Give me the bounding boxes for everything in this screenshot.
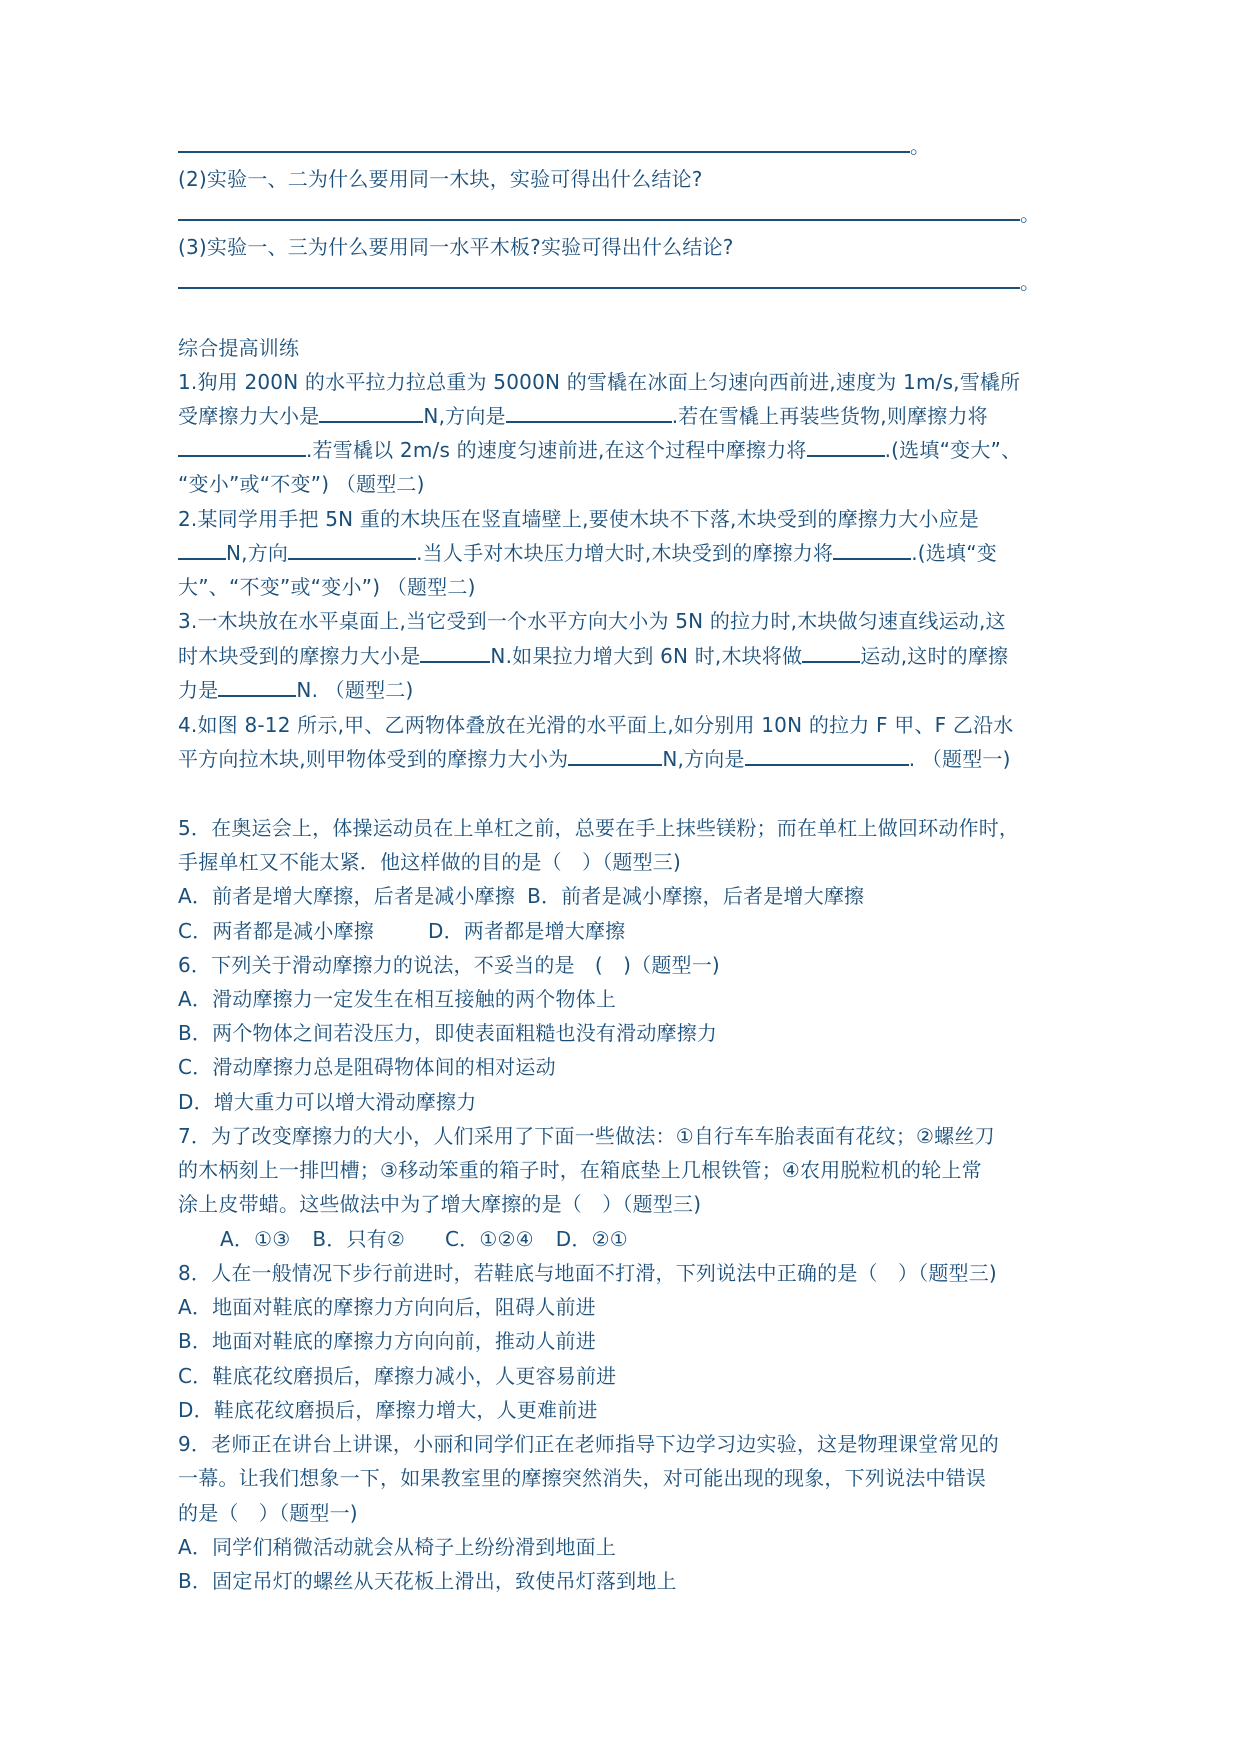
q4-text: 平方向拉木块,则甲物体受到的摩擦力大小为: [178, 747, 569, 771]
q1-text: N,方向是: [423, 404, 506, 428]
q7-option-a[interactable]: A．①③: [220, 1227, 291, 1251]
q7-line-1: 7．为了改变摩擦力的大小，人们采用了下面一些做法：①自行车车胎表面有花纹；②螺丝刀: [178, 1124, 995, 1148]
q5-option-b[interactable]: B．前者是减小摩擦，后者是增大摩擦: [527, 884, 865, 908]
q5-line-2: 手握单杠又不能太紧．他这样做的目的是（ ）（题型三): [178, 850, 682, 874]
q6-option-d[interactable]: D．增大重力可以增大滑动摩擦力: [178, 1090, 477, 1114]
q6-stem: 6．下列关于滑动摩擦力的说法，不妥当的是 ( )（题型一): [178, 953, 720, 977]
q5-line-1: 5．在奥运会上，体操运动员在上单杠之前，总要在手上抹些镁粉；而在单杠上做回环动作时，: [178, 816, 1020, 840]
q1-text: .若在雪橇上再装些货物,则摩擦力将: [671, 404, 988, 428]
q7-option-c[interactable]: C．①②④: [445, 1227, 534, 1251]
q7-option-d[interactable]: D．②①: [555, 1227, 628, 1251]
q7-option-b[interactable]: B．只有②: [312, 1227, 405, 1251]
fill-blank[interactable]: [745, 746, 909, 766]
answer-line-2: [178, 201, 1040, 227]
q3-text: N. （题型二): [296, 678, 414, 702]
q2-text: .当人手对木块压力增大时,木块受到的摩擦力将: [416, 541, 834, 565]
q6-option-b[interactable]: B．两个物体之间若没压力，即使表面粗糙也没有滑动摩擦力: [178, 1021, 718, 1045]
q9-option-a[interactable]: A．同学们稍微活动就会从椅子上纷纷滑到地面上: [178, 1535, 617, 1559]
q2-text: N,方向: [226, 541, 289, 565]
fill-blank[interactable]: [807, 437, 885, 457]
fill-blank[interactable]: [178, 437, 306, 457]
q9-line-1: 9．老师正在讲台上讲课，小丽和同学们正在老师指导下边学习边实验，这是物理课堂常见的: [178, 1432, 999, 1456]
q1-line-3: [178, 437, 1021, 463]
q5-option-d[interactable]: D．两者都是增大摩擦: [427, 919, 626, 943]
answer-line-1: [178, 133, 930, 159]
q6-option-c[interactable]: C．滑动摩擦力总是阻碍物体间的相对运动: [178, 1055, 556, 1079]
q8-option-c[interactable]: C．鞋底花纹磨损后，摩擦力减小，人更容易前进: [178, 1364, 617, 1388]
answer-rule: [178, 286, 1020, 289]
fill-blank[interactable]: [802, 643, 860, 663]
q1-text: 受摩擦力大小是: [178, 404, 320, 428]
q7-line-3: 涂上皮带蜡。这些做法中为了增大摩擦的是（ ）（题型三): [178, 1192, 702, 1216]
q3-text: 运动,这时的摩擦: [860, 644, 1009, 668]
q2-line-2: [178, 540, 997, 566]
q4-text: N,方向是: [662, 747, 745, 771]
period: 。: [910, 134, 931, 158]
fill-blank[interactable]: [568, 746, 662, 766]
q8-option-d[interactable]: D．鞋底花纹磨损后，摩擦力增大，人更难前进: [178, 1398, 598, 1422]
q5-option-c[interactable]: C．两者都是减小摩擦: [178, 919, 374, 943]
q2-line-1: 2.某同学用手把 5N 重的木块压在竖直墙壁上,要使木块不下落,木块受到的摩擦力大小应是: [178, 507, 979, 531]
answer-line-3: [178, 269, 1040, 295]
answer-rule: [178, 150, 910, 153]
q9-option-b[interactable]: B．固定吊灯的螺丝从天花板上滑出，致使吊灯落到地上: [178, 1569, 677, 1593]
fill-blank[interactable]: [178, 540, 226, 560]
q9-line-2: 一幕。让我们想象一下，如果教室里的摩擦突然消失，对可能出现的现象，下列说法中错误: [178, 1466, 986, 1490]
fill-blank[interactable]: [506, 403, 672, 423]
fill-blank[interactable]: [288, 540, 416, 560]
q1-line-1: 1.狗用 200N 的水平拉力拉总重为 5000N 的雪橇在冰面上匀速向西前进,速度为 1m/s,雪橇所: [178, 370, 1021, 394]
q1-line-2: [178, 403, 988, 429]
q6-option-a[interactable]: A．滑动摩擦力一定发生在相互接触的两个物体上: [178, 987, 617, 1011]
q3-text: N.如果拉力增大到 6N 时,木块将做: [490, 644, 803, 668]
q4-text: . （题型一): [908, 747, 1011, 771]
answer-rule: [178, 218, 1020, 221]
q3-line-3: [178, 677, 414, 703]
q8-option-a[interactable]: A．地面对鞋底的摩擦力方向向后，阻碍人前进: [178, 1295, 596, 1319]
q3-line-2: [178, 643, 1008, 669]
period: 。: [1020, 202, 1041, 226]
period: 。: [1020, 270, 1041, 294]
q5-options-cd: [178, 918, 625, 944]
question-2-text: (2)实验一、二为什么要用同一木块，实验可得出什么结论?: [178, 167, 703, 191]
section-title: 综合提高训练: [178, 336, 300, 360]
q5-options-ab: [178, 883, 864, 909]
q9-line-3: 的是（ ）（题型一): [178, 1501, 358, 1525]
q7-options: [220, 1226, 628, 1252]
q8-stem: 8．人在一般情况下步行前进时，若鞋底与地面不打滑，下列说法中正确的是（ ）（题型三): [178, 1261, 997, 1285]
q1-text: .(选填“变大”、: [884, 438, 1022, 462]
q3-text: 力是: [178, 678, 219, 702]
q3-line-1: 3.一木块放在水平桌面上,当它受到一个水平方向大小为 5N 的拉力时,木块做匀速直线运动,这: [178, 609, 1006, 633]
question-3-text: (3)实验一、三为什么要用同一水平木板?实验可得出什么结论?: [178, 235, 734, 259]
q7-line-2: 的木柄刻上一排凹槽；③移动笨重的箱子时，在箱底垫上几根铁管；④农用脱粒机的轮上常: [178, 1158, 982, 1182]
q8-option-b[interactable]: B．地面对鞋底的摩擦力方向向前，推动人前进: [178, 1329, 596, 1353]
fill-blank[interactable]: [218, 677, 296, 697]
q2-line-3: 大”、“不变”或“变小”) （题型二): [178, 575, 476, 599]
q4-line-2: [178, 746, 1011, 772]
q4-line-1: 4.如图 8-12 所示,甲、乙两物体叠放在光滑的水平面上,如分别用 10N 的拉力 F 甲、F 乙沿水: [178, 713, 1014, 737]
q1-text: .若雪橇以 2m/s 的速度匀速前进,在这个过程中摩擦力将: [306, 438, 807, 462]
fill-blank[interactable]: [319, 403, 423, 423]
q5-option-a[interactable]: A．前者是增大摩擦，后者是减小摩擦: [178, 884, 516, 908]
fill-blank[interactable]: [833, 540, 911, 560]
q3-text: 时木块受到的摩擦力大小是: [178, 644, 421, 668]
q1-line-4: “变小”或“不变”) （题型二): [178, 472, 425, 496]
fill-blank[interactable]: [420, 643, 490, 663]
q2-text: .(选填“变: [911, 541, 997, 565]
